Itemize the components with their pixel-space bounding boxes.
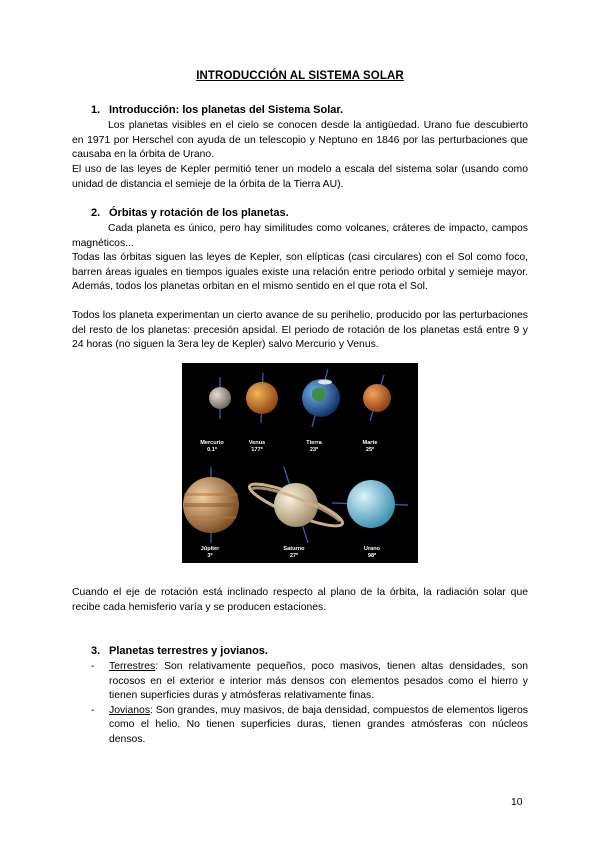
planet-marte (363, 375, 391, 421)
label-jupiter: Júpiter 3º (200, 546, 220, 559)
section-2-paragraph-1: Cada planeta es único, pero hay similitudes como volcanes, cráteres de impacto, campos magnéticos... (72, 223, 528, 249)
page-title: INTRODUCCIÓN AL SISTEMA SOLAR (196, 70, 404, 82)
list-item: - Jovianos: Son grandes, muy masivos, de baja densidad, compuestos de elementos ligeros como el helio. No tienen superficies duras, tienen grandes atmósferas con núcleos densos. (91, 704, 528, 745)
list-item: - Terrestres: Son relativamente pequeños, poco masivos, tienen altas densidades, son rocosos en el exterior e interior más densos con elementos pesados como el hierro y tienen superficies duras y atmósferas relativamente finas. (91, 661, 528, 702)
section-1-heading: 1. Introducción: los planetas del Sistema Solar. (91, 104, 344, 116)
page-number: 10 (511, 797, 523, 808)
planet-jupiter (183, 467, 239, 543)
section-1-paragraph-2: El uso de las leyes de Kepler permitió tener un modelo a escala del sistema solar (usando como unidad de distancia el semieje de la órbita de la Tierra AU). (72, 164, 528, 190)
label-marte: Marte 25º (362, 440, 378, 453)
section-2-paragraph-3: Todos los planeta experimentan un cierto avance de su perihelio, producido por las perturbaciones del resto de los planetas: precesión apsidal. El periodo de rotación de los planetas está entre 9 y 24 horas (no siguen la 3era ley de Kepler) salvo Mercurio y Venus. (72, 310, 528, 351)
planet-saturno (246, 467, 346, 543)
after-figure-paragraph: Cuando el eje de rotación está inclinado respecto al plano de la órbita, la radiación solar que recibe cada hemisferio varía y se producen estaciones. (72, 587, 528, 613)
planet-venus (246, 373, 278, 423)
label-tierra: Tierra 23º (306, 440, 322, 453)
label-mercurio: Mercurio 0.1º (200, 440, 224, 453)
planet-tierra (302, 369, 340, 427)
planets-figure (182, 363, 418, 563)
section-2-heading: 2. Órbitas y rotación de los planetas. (91, 207, 289, 219)
planets-figure-svg (182, 363, 418, 563)
section-1-paragraph-1: Los planetas visibles en el cielo se conocen desde la antigüedad. Urano fue descubierto en 1971 por Herschel con ayuda de un telescopio y Neptuno en 1846 por las perturbaciones que causaba en la órbita de Urano. (72, 120, 528, 161)
planet-mercurio (209, 377, 231, 419)
label-venus: Venus 177º (248, 440, 266, 453)
label-urano: Urano 98º (363, 546, 381, 559)
section-3-heading: 3. Planetas terrestres y jovianos. (91, 645, 268, 657)
planet-types-list (91, 660, 528, 748)
section-2-paragraph-2: Todas las órbitas siguen las leyes de Kepler, son elípticas (casi circulares) con el Sol como foco, barren áreas iguales en tiempos iguales existe una relación entre periodo orbital y semieje mayor. Además, todos los planetas orbitan en el mismo sentido en el que rota el Sol. (72, 252, 528, 293)
label-saturno: Saturno 27º (283, 546, 305, 559)
